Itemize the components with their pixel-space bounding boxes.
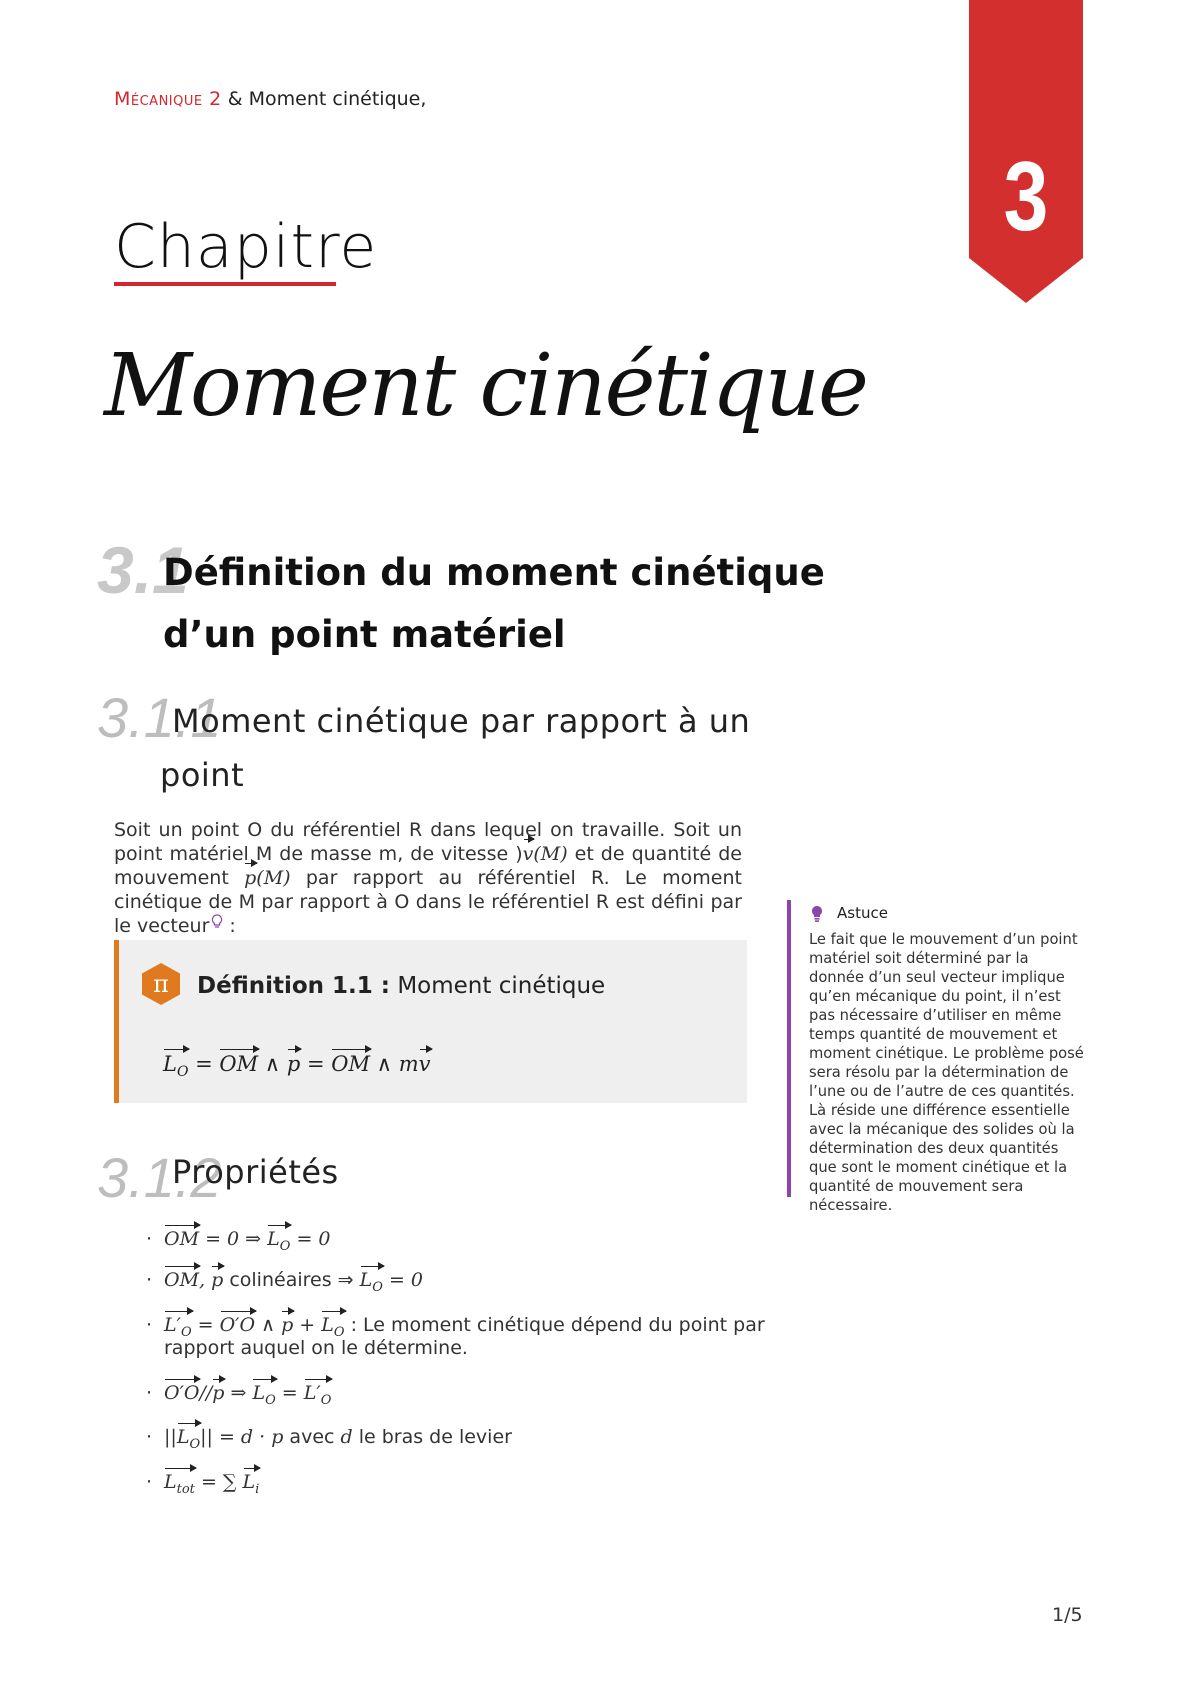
astuce-bar xyxy=(787,900,791,1197)
momentum-vector: p xyxy=(244,867,257,889)
lightbulb-icon[interactable] xyxy=(211,914,223,930)
formula-L: $L_O$ xyxy=(163,1052,189,1081)
subsection-number-2: 3.1.2 xyxy=(97,1146,222,1209)
formula-v: v xyxy=(418,1052,431,1076)
list-item: · $L'_O = O'O$ ∧ $p + L_O$ : Le moment cinétique dépend du point par xyxy=(146,1314,765,1340)
formula-wedge: ∧ xyxy=(258,1052,287,1076)
para-text-3: par rapport au référentiel R. Le moment cinétique de M par rapport à O dans le référentiel R est défini par le vecteur xyxy=(114,867,742,937)
lightbulb-icon xyxy=(810,905,824,923)
formula-wedge2: ∧ xyxy=(369,1052,399,1076)
definition-formula xyxy=(163,1052,431,1080)
formula-OM2: OM xyxy=(331,1052,370,1076)
intro-paragraph xyxy=(114,818,742,938)
para-text-4: : xyxy=(223,915,236,937)
formula-eq: = xyxy=(188,1052,220,1076)
definition-label: Définition 1.1 : xyxy=(197,973,391,999)
page-number: 1/5 xyxy=(1052,1604,1083,1626)
subsection-title-line1: Moment cinétique par rapport à un xyxy=(172,702,751,740)
formula-m: m xyxy=(398,1052,419,1076)
subsection-title-2: Propriétés xyxy=(172,1153,339,1191)
list-item: · O′O//p ⇒ $L_O = L'_O$ xyxy=(146,1382,332,1408)
subsection-title xyxy=(160,694,751,802)
header-subject: Mécanique 2 xyxy=(114,88,222,110)
list-item: · $L_{tot}$ = ∑ $L_i$ xyxy=(146,1471,260,1497)
subsection-title-line2: point xyxy=(160,756,245,794)
chapter-label: Chapitre xyxy=(114,212,378,282)
para-text-2: et de quantité de mouvement xyxy=(114,843,742,889)
definition-name: Moment cinétique xyxy=(397,973,606,999)
list-item: · OM = 0 ⇒ $L_O = 0$ xyxy=(146,1228,331,1254)
header-separator: & xyxy=(221,88,249,110)
velocity-arg: (M) xyxy=(533,843,568,865)
list-item: · OM, p colinéaires ⇒ $L_O = 0$ xyxy=(146,1269,423,1295)
definition-title xyxy=(197,973,605,999)
formula-p: p xyxy=(286,1052,301,1076)
formula-OM: OM xyxy=(219,1052,259,1076)
astuce-title: Astuce xyxy=(837,904,888,922)
running-header xyxy=(114,88,426,110)
section-title xyxy=(163,542,825,666)
section-number: 3.1 xyxy=(97,533,189,607)
section-title-line2: d’un point matériel xyxy=(163,613,566,656)
chapter-number: 3 xyxy=(1003,141,1049,251)
velocity-vector: v xyxy=(522,843,534,865)
pi-hexagon-icon xyxy=(141,962,181,1006)
svg-text:π: π xyxy=(153,970,169,998)
formula-eq2: = xyxy=(300,1052,332,1076)
section-title-line1: Définition du moment cinétique xyxy=(163,551,825,594)
astuce-text: Le fait que le mouvement d’un point matériel soit déterminé par la donnée d’un seul vecteur implique qu’en mécanique du point, il n’est pas nécessaire d’utiliser en même temps quantité de mouvement et moment cinétique. Le problème posé sera résolu par la détermination de l’une ou de l’autre de ces quantités. Là réside une différence essentielle avec la mécanique des solides où la détermination des deux quantités que sont le moment cinétique et la quantité de mouvement sera nécessaire. xyxy=(809,931,1084,1214)
list-item-continuation: rapport auquel on le détermine. xyxy=(164,1337,468,1359)
header-section: Moment cinétique, xyxy=(248,88,427,110)
momentum-arg: (M) xyxy=(256,867,291,889)
subsection-number: 3.1.1 xyxy=(97,686,222,749)
chapter-rule xyxy=(114,282,336,286)
para-text-1: Soit un point O du référentiel R dans lequel on travaille. Soit un point matériel M de masse m, de vitesse ) xyxy=(114,819,742,865)
list-item: · $||L_O|| = d \cdot p$ avec d le bras de levier xyxy=(146,1426,512,1452)
chapter-title: Moment cinétique xyxy=(104,336,867,436)
